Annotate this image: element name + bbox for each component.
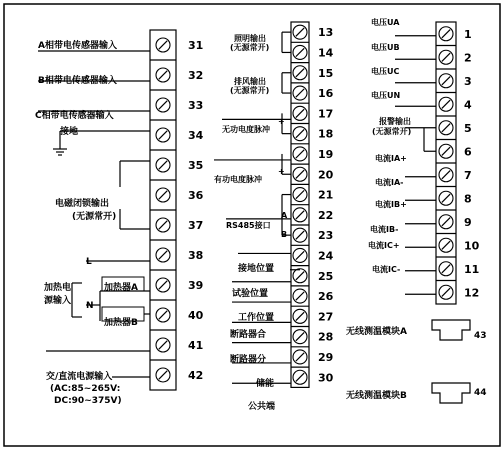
label-lighting-sub: (无源常开) <box>230 43 270 52</box>
label-reactive-pulse: 无功电度脉冲 <box>222 125 270 134</box>
middle-terminal-number-28: 28 <box>318 330 334 344</box>
right-terminal-number-3: 3 <box>464 74 472 88</box>
left-terminal-number-35: 35 <box>188 159 204 172</box>
label-ground: 接地 <box>60 127 79 137</box>
label-b: B <box>281 230 288 239</box>
wireless-num-b: 44 <box>474 388 487 398</box>
label-exhaust-sub: (无源常开) <box>230 86 270 95</box>
right-terminal-number-6: 6 <box>464 145 472 159</box>
label-ic-plus: 电流IC+ <box>368 241 400 250</box>
label-uc: 电压UC <box>371 67 400 76</box>
left-terminal-number-37: 37 <box>188 219 204 232</box>
middle-terminal-number-30: 30 <box>318 371 334 385</box>
right-terminal-number-10: 10 <box>464 239 480 253</box>
middle-terminal-number-17: 17 <box>318 107 334 121</box>
right-terminal-number-5: 5 <box>464 121 472 135</box>
right-terminal-number-12: 12 <box>464 286 480 300</box>
middle-terminal-number-14: 14 <box>318 46 334 60</box>
label-lock-out: 电磁闭锁输出 <box>55 199 110 209</box>
right-terminal-number-2: 2 <box>464 51 472 65</box>
left-terminal-number-39: 39 <box>188 279 204 292</box>
label-breaker-close: 断路器合 <box>230 330 267 340</box>
middle-terminal-number-25: 25 <box>318 269 334 283</box>
left-terminal-number-32: 32 <box>188 69 204 82</box>
left-terminal-number-38: 38 <box>188 249 204 262</box>
label-ia-plus: 电流IA+ <box>375 154 407 163</box>
left-terminal-number-36: 36 <box>188 189 204 202</box>
label-alarm-sub: (无源常开) <box>372 127 412 136</box>
label-lighting-out: 照明输出 <box>234 34 266 43</box>
middle-terminal-number-22: 22 <box>318 208 334 222</box>
label-work-pos: 工作位置 <box>238 313 275 323</box>
label-heater-supply2: 源输入 <box>44 296 72 306</box>
label-un: 电压UN <box>371 91 401 100</box>
label-alarm-out: 报警输出 <box>379 117 411 126</box>
label-lock-out-sub: (无源常开) <box>72 212 117 222</box>
label-ic-minus: 电流IC- <box>372 265 401 274</box>
label-breaker-open: 断路器分 <box>230 355 267 365</box>
label-ub: 电压UB <box>371 43 400 52</box>
label-common: 公共端 <box>248 402 276 412</box>
label-test-pos: 试验位置 <box>232 289 269 299</box>
left-terminal-number-33: 33 <box>188 99 204 112</box>
label-rs485: RS485接口 <box>226 221 271 230</box>
label-ib-minus: 电流IB- <box>370 225 399 234</box>
middle-terminal-number-13: 13 <box>318 26 334 40</box>
middle-terminal-number-24: 24 <box>318 249 334 263</box>
middle-terminal-number-15: 15 <box>318 66 334 80</box>
label-n: N <box>86 301 94 311</box>
middle-terminal-number-27: 27 <box>318 310 334 324</box>
middle-terminal-number-16: 16 <box>318 87 334 101</box>
label-ground-pos: 接地位置 <box>238 264 275 274</box>
label-heater-a: 加热器A <box>104 283 138 293</box>
middle-terminal-number-21: 21 <box>318 188 334 202</box>
label-active-pulse: 有功电度脉冲 <box>214 175 262 184</box>
label-ib-plus: 电流IB+ <box>375 200 407 209</box>
wireless-num-a: 43 <box>474 331 487 341</box>
label-heater-supply: 加热电 <box>44 283 72 293</box>
label-ua: 电压UA <box>371 18 400 27</box>
middle-terminal-number-19: 19 <box>318 147 334 161</box>
left-terminal-number-34: 34 <box>188 129 204 142</box>
label-sensor-b: B相带电传感器输入 <box>38 76 117 86</box>
wireless-module-b-shape <box>432 383 470 403</box>
right-terminal-number-1: 1 <box>464 27 472 41</box>
label-power-in: 交/直流电源输入 <box>46 372 113 382</box>
middle-terminal-number-26: 26 <box>318 290 334 304</box>
middle-terminal-number-29: 29 <box>318 350 334 364</box>
label-ia-minus: 电流IA- <box>375 178 404 187</box>
right-terminal-number-4: 4 <box>464 98 472 112</box>
label-wireless-a: 无线测温模块A <box>346 327 407 337</box>
right-terminal-number-9: 9 <box>464 215 472 229</box>
middle-terminal-number-18: 18 <box>318 127 334 141</box>
label-power-dc: DC:90~375V) <box>54 396 122 406</box>
middle-terminal-number-23: 23 <box>318 229 334 243</box>
left-terminal-number-40: 40 <box>188 309 204 322</box>
label-a: A <box>281 211 288 220</box>
label-heater-b: 加热器B <box>104 318 138 328</box>
label-wireless-b: 无线测温模块B <box>346 391 407 401</box>
right-terminal-number-11: 11 <box>464 262 480 276</box>
label-plus-1: + <box>278 117 285 126</box>
label-sensor-a: A相带电传感器输入 <box>38 41 117 51</box>
label-power-ac: (AC:85~265V: <box>50 384 121 394</box>
middle-terminal-number-20: 20 <box>318 168 334 182</box>
left-terminal-number-31: 31 <box>188 39 204 52</box>
label-exhaust-out: 排风输出 <box>234 77 266 86</box>
label-l: L <box>86 257 92 267</box>
label-sensor-c: C相带电传感器输入 <box>35 111 114 121</box>
label-plus-2: + <box>278 167 285 176</box>
left-terminal-number-42: 42 <box>188 369 204 382</box>
wireless-module-a-shape <box>432 320 470 340</box>
right-terminal-number-7: 7 <box>464 168 472 182</box>
left-terminal-number-41: 41 <box>188 339 204 352</box>
label-energy-store: 储能 <box>256 379 275 389</box>
right-terminal-number-8: 8 <box>464 192 472 206</box>
